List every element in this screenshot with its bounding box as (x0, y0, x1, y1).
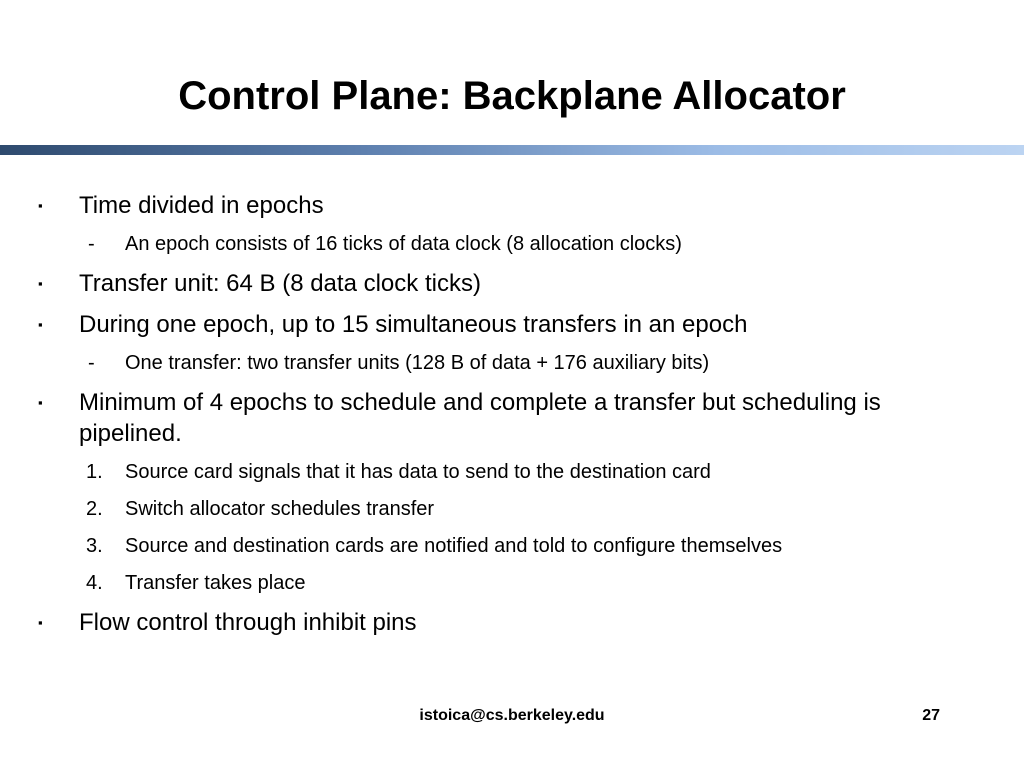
page-number: 27 (922, 707, 940, 724)
bullet-text: Flow control through inhibit pins (79, 609, 417, 636)
square-bullet-icon: ▪ (38, 395, 43, 410)
title-divider (0, 145, 1024, 155)
footer-email: istoica@cs.berkeley.edu (419, 707, 605, 724)
bullet-item (0, 387, 1024, 449)
number-marker: 2. (86, 498, 103, 520)
square-bullet-icon: ▪ (38, 276, 43, 291)
numbered-item (0, 570, 1024, 596)
square-bullet-icon: ▪ (38, 615, 43, 630)
slide-title: Control Plane: Backplane Allocator (178, 74, 846, 118)
numbered-item (0, 496, 1024, 522)
sub-bullet-text: One transfer: two transfer units (128 B of data + 176 auxiliary bits) (125, 352, 710, 374)
numbered-item-text: Source card signals that it has data to send to the destination card (125, 461, 711, 483)
sub-bullet-item (0, 350, 1024, 376)
square-bullet-icon: ▪ (38, 198, 43, 213)
number-marker: 3. (86, 535, 103, 557)
bullet-text: Transfer unit: 64 B (8 data clock ticks) (79, 270, 481, 297)
numbered-item-text: Switch allocator schedules transfer (125, 498, 435, 520)
numbered-item-text: Source and destination cards are notified and told to configure themselves (125, 535, 783, 557)
bullet-text: Minimum of 4 epochs to schedule and complete a transfer but scheduling is pipelined. (79, 389, 881, 447)
bullet-item (0, 268, 1024, 299)
bullet-item (0, 309, 1024, 340)
sub-bullet-text: An epoch consists of 16 ticks of data clock (8 allocation clocks) (125, 233, 682, 255)
square-bullet-icon: ▪ (38, 317, 43, 332)
slide-body (0, 190, 1024, 648)
bullet-item (0, 190, 1024, 221)
numbered-item-text: Transfer takes place (125, 572, 306, 594)
numbered-item (0, 459, 1024, 485)
dash-marker: - (88, 352, 95, 374)
bullet-text: During one epoch, up to 15 simultaneous transfers in an epoch (79, 311, 748, 338)
numbered-item (0, 533, 1024, 559)
dash-marker: - (88, 233, 95, 255)
number-marker: 1. (86, 461, 103, 483)
bullet-text: Time divided in epochs (79, 192, 324, 219)
number-marker: 4. (86, 572, 103, 594)
sub-bullet-item (0, 231, 1024, 257)
bullet-item (0, 607, 1024, 638)
